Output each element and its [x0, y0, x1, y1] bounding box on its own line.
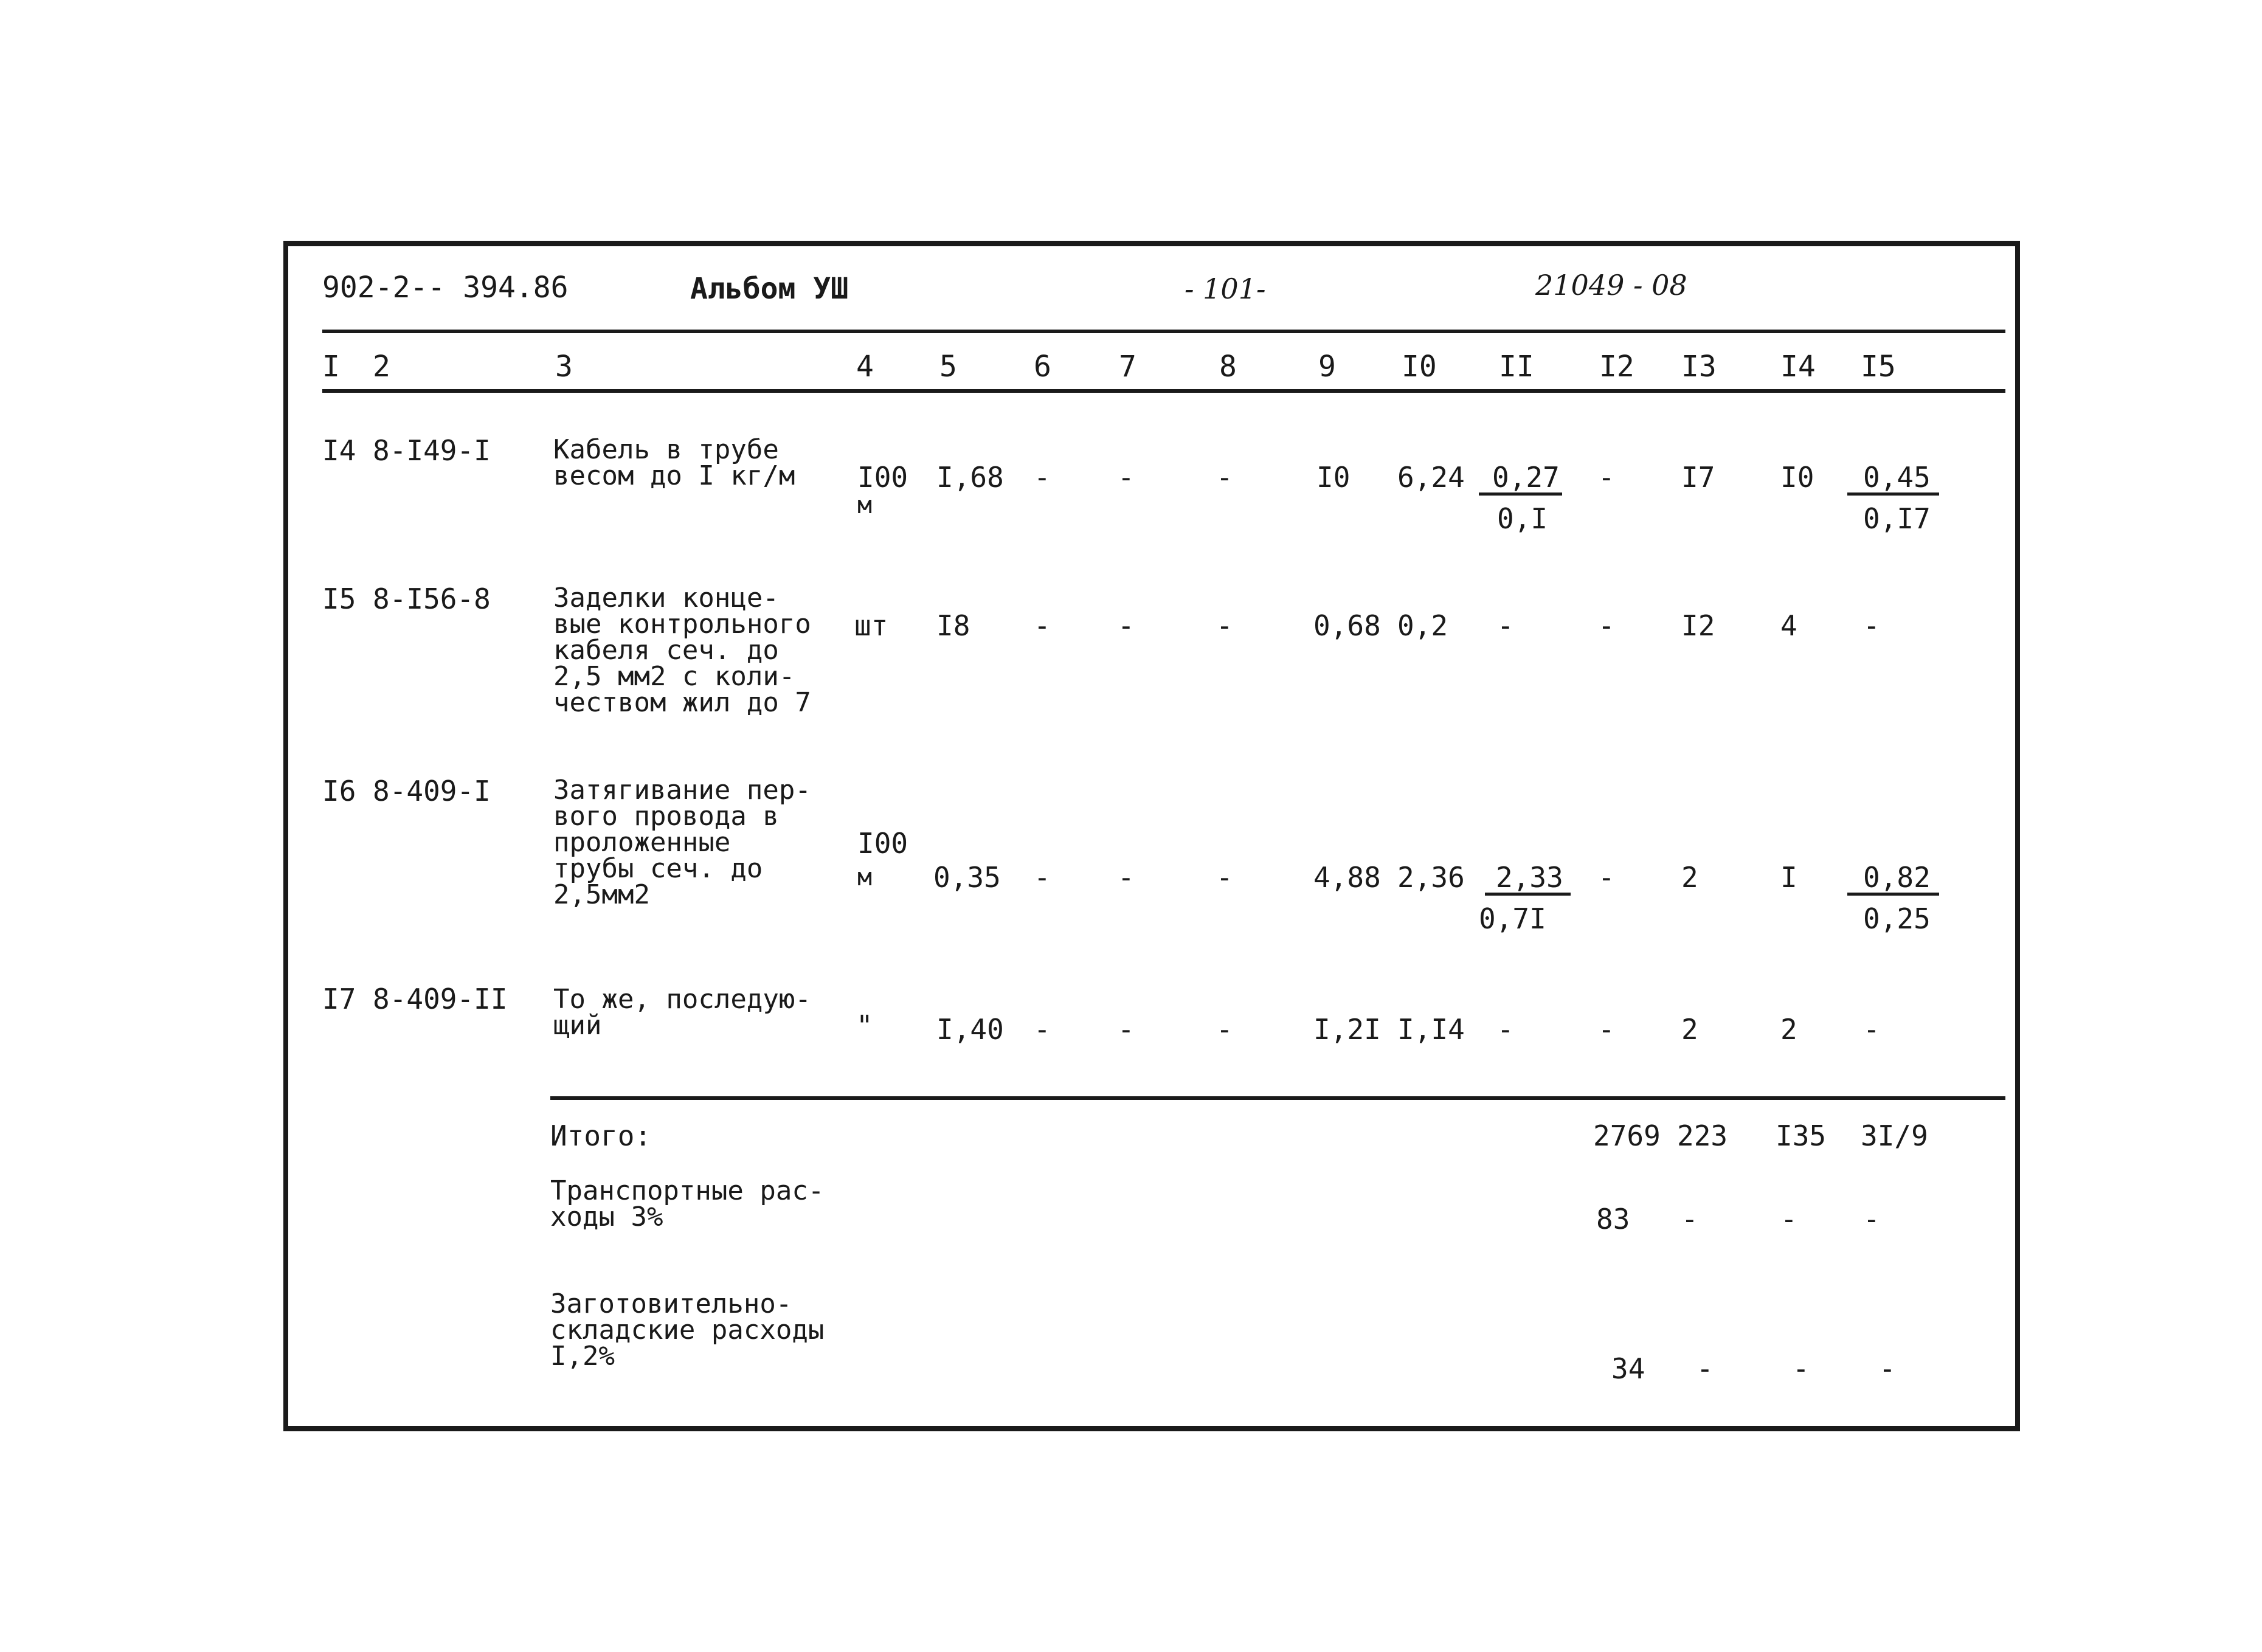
row-description-line: чеством жил до 7: [553, 687, 811, 718]
cell-7: -: [1118, 861, 1135, 894]
col-header: 8: [1219, 350, 1237, 384]
cell-11-denominator: 0,I: [1497, 502, 1548, 535]
row-number: I6: [322, 775, 356, 807]
col-header: 5: [939, 350, 957, 384]
row-code: 8-I56-8: [373, 582, 491, 615]
cell-14: 2: [1780, 1013, 1797, 1046]
cell-15: -: [1879, 1352, 1896, 1385]
col-header: II: [1499, 350, 1534, 384]
row-description-line: Затягивание пер-: [553, 775, 811, 806]
row-unit: I00: [857, 827, 908, 860]
cell-14: 4: [1780, 609, 1797, 642]
row-number: I4: [322, 434, 356, 467]
row-unit: шт: [854, 609, 888, 642]
cell-15-denominator: 0,I7: [1863, 502, 1931, 535]
row-description-line: кабеля сеч. до: [553, 635, 779, 666]
col-header: 4: [856, 350, 874, 384]
cell-10: 6,24: [1397, 461, 1465, 494]
cell-8: -: [1216, 861, 1233, 894]
cell-7: -: [1118, 1013, 1135, 1046]
cell-15-numerator: 0,45: [1847, 463, 1939, 496]
row-description-line: Заделки конце-: [553, 582, 779, 613]
cell-11: -: [1497, 1013, 1514, 1046]
row-unit: I00: [857, 461, 908, 494]
cell-13: 2: [1681, 1013, 1698, 1046]
cell-9: I0: [1316, 461, 1351, 494]
row-code: 8-409-I: [373, 775, 491, 807]
cell-12: 83: [1596, 1203, 1630, 1236]
cell-12: 2769: [1593, 1119, 1661, 1152]
totals-rule: [550, 1096, 2005, 1100]
col-header: 9: [1318, 350, 1336, 384]
row-unit-suffix: м: [857, 863, 873, 891]
row-unit-suffix: м: [857, 491, 873, 519]
cell-13: I2: [1681, 609, 1715, 642]
row-description-line: трубы сеч. до: [553, 853, 763, 884]
totals-label: I,2%: [550, 1341, 615, 1372]
row-number: I7: [322, 983, 356, 1015]
cell-5: I,40: [936, 1013, 1004, 1046]
cell-12: -: [1598, 861, 1615, 894]
row-code: 8-409-II: [373, 983, 508, 1015]
header-rule-top: [322, 330, 2005, 333]
row-description-line: 2,5 мм2 с коли-: [553, 661, 795, 692]
cell-11-denominator: 0,7I: [1479, 902, 1546, 935]
col-header: 2: [373, 350, 390, 384]
col-header: I5: [1861, 350, 1896, 384]
row-description-line: вые контрольного: [553, 609, 811, 640]
cell-13: -: [1681, 1203, 1698, 1236]
col-header: 3: [555, 350, 573, 384]
cell-15: -: [1863, 1203, 1880, 1236]
header-rule-bottom: [322, 389, 2005, 393]
cell-7: -: [1118, 461, 1135, 494]
totals-label: ходы 3%: [550, 1201, 663, 1232]
cell-13: I7: [1681, 461, 1715, 494]
row-description-line: весом до I кг/м: [553, 460, 795, 491]
cell-12: 34: [1611, 1352, 1645, 1385]
cell-6: -: [1034, 609, 1051, 642]
page-number: - 101-: [1185, 272, 1266, 305]
row-description-line: проложенные: [553, 827, 731, 858]
col-header: I: [322, 350, 340, 384]
cell-11-numerator: 0,27: [1479, 463, 1562, 496]
cell-15: -: [1863, 1013, 1880, 1046]
cell-12: -: [1598, 1013, 1615, 1046]
row-description-line: 2,5мм2: [553, 879, 650, 910]
row-code: 8-I49-I: [373, 434, 491, 467]
cell-10: I,I4: [1397, 1013, 1465, 1046]
col-header: 7: [1119, 350, 1136, 384]
col-header: I3: [1681, 350, 1717, 384]
totals-label: Транспортные рас-: [550, 1175, 825, 1206]
row-description-line: То же, последую-: [553, 984, 811, 1015]
cell-9: 0,68: [1313, 609, 1381, 642]
cell-9: 4,88: [1313, 861, 1381, 894]
cell-8: -: [1216, 1013, 1233, 1046]
cell-6: -: [1034, 861, 1051, 894]
table-frame: [283, 241, 2020, 1431]
cell-10: 2,36: [1397, 861, 1465, 894]
totals-label: Заготовительно-: [550, 1288, 792, 1319]
cell-13: 223: [1677, 1119, 1728, 1152]
totals-label: складские расходы: [550, 1315, 825, 1346]
cell-14: -: [1793, 1352, 1810, 1385]
cell-12: -: [1598, 609, 1615, 642]
col-header: I2: [1599, 350, 1634, 384]
cell-14: I0: [1780, 461, 1814, 494]
col-header: I4: [1780, 350, 1816, 384]
cell-5: I8: [936, 609, 970, 642]
cell-13: 2: [1681, 861, 1698, 894]
row-number: I5: [322, 582, 356, 615]
cell-15: 3I/9: [1861, 1119, 1928, 1152]
cell-7: -: [1118, 609, 1135, 642]
cell-6: -: [1034, 461, 1051, 494]
cell-13: -: [1696, 1352, 1714, 1385]
cell-15-numerator: 0,82: [1847, 863, 1939, 896]
cell-15: -: [1863, 609, 1880, 642]
cell-6: -: [1034, 1013, 1051, 1046]
col-header: 6: [1034, 350, 1051, 384]
cell-9: I,2I: [1313, 1013, 1381, 1046]
cell-5: 0,35: [933, 861, 1001, 894]
row-unit: ": [856, 1009, 873, 1042]
doc-number: 902-2-- 394.86: [322, 271, 569, 305]
cell-11-numerator: 2,33: [1485, 863, 1571, 896]
cell-14: I35: [1776, 1119, 1827, 1152]
cell-8: -: [1216, 609, 1233, 642]
cell-12: -: [1598, 461, 1615, 494]
col-header: I0: [1402, 350, 1437, 384]
cell-15-denominator: 0,25: [1863, 902, 1931, 935]
cell-8: -: [1216, 461, 1233, 494]
cell-10: 0,2: [1397, 609, 1448, 642]
row-description-line: Кабель в трубе: [553, 434, 779, 465]
cell-11: -: [1497, 609, 1514, 642]
document-code: 21049 - 08: [1535, 269, 1687, 302]
cell-14: -: [1780, 1203, 1797, 1236]
row-description-line: вого провода в: [553, 801, 779, 832]
cell-14: I: [1780, 861, 1797, 894]
row-description-line: щий: [553, 1010, 602, 1041]
album-title: Альбом УШ: [690, 272, 849, 306]
cell-5: I,68: [936, 461, 1004, 494]
totals-label: Итого:: [550, 1119, 652, 1152]
